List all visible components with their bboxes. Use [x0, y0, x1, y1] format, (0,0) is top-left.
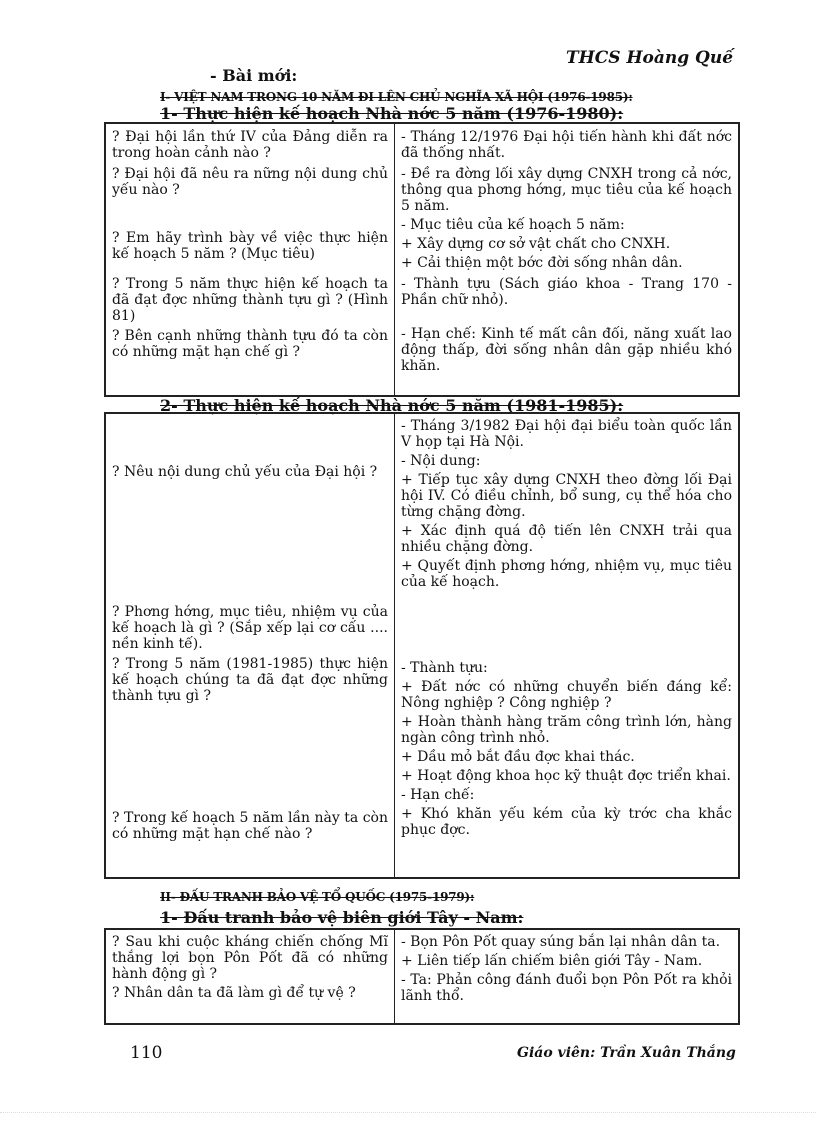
section2-title: 2- Thực hiện kế hoạch Nhà nớc 5 năm (1981-1985): [160, 396, 624, 415]
question: ? Trong kế hoạch 5 năm lần này ta còn có những mặt hạn chế nào ? [112, 810, 388, 842]
school-name: THCS Hoàng Quế [566, 48, 734, 68]
answer: + Liên tiếp lấn chiếm biên giới Tây - Nam. [401, 953, 703, 969]
question: ? Trong 5 năm (1981-1985) thực hiện kế hoạch chúng ta đã đạt đợc những thành tựu gì ? [112, 656, 388, 704]
question: ? Em hãy trình bày về việc thực hiện kế hoạch 5 năm ? (Mục tiêu) [112, 230, 388, 262]
answer: + Hoàn thành hàng trăm công trình lớn, hàng ngàn công trình nhỏ. [401, 714, 732, 746]
section1-title: 1- Thực hiện kế hoạch Nhà nớc 5 năm (1976-1980): [160, 104, 624, 123]
question: ? Nêu nội dung chủ yếu của Đại hội ? [112, 464, 378, 480]
question: ? Phơng hớng, mục tiêu, nhiệm vụ của kế hoạch là gì ? (Sắp xếp lại cơ cấu .... nền kinh tế). [112, 604, 388, 652]
question: ? Đại hội đã nêu ra nững nội dung chủ yếu nào ? [112, 166, 388, 198]
question-column [106, 414, 395, 877]
answer: - Mục tiêu của kế hoạch 5 năm: [401, 217, 625, 233]
answer: - Thành tựu (Sách giáo khoa - Trang 170 - Phần chữ nhỏ). [401, 276, 732, 308]
table-section3 [104, 928, 740, 1025]
question-column [106, 124, 395, 395]
question: ? Sau khi cuộc kháng chiến chống Mĩ thắng lợi bọn Pôn Pốt đã có những hành động gì ? [112, 934, 388, 982]
answer: + Dầu mỏ bắt đầu đợc khai thác. [401, 749, 635, 765]
page-number: 110 [130, 1043, 163, 1063]
table-section1 [104, 122, 740, 397]
answer-column [395, 124, 738, 395]
table-section2 [104, 412, 740, 879]
question: ? Bên cạnh những thành tựu đó ta còn có những mặt hạn chế gì ? [112, 328, 388, 360]
new-lesson-label: - Bài mới: [210, 66, 298, 85]
answer: - Bọn Pôn Pốt quay súng bắn lại nhân dân ta. [401, 934, 721, 950]
answer: - Đề ra đờng lối xây dựng CNXH trong cả nớc, thông qua phơng hớng, mục tiêu của kế hoạch 5 năm. [401, 166, 732, 214]
answer: + Khó khăn yếu kém của kỳ trớc cha khắc phục đợc. [401, 806, 732, 838]
answer: + Cải thiện một bớc đời sống nhân dân. [401, 255, 683, 271]
part2-title: II- ĐẤU TRANH BẢO VỆ TỔ QUỐC (1975-1979): [160, 890, 475, 904]
answer: - Thành tựu: [401, 660, 488, 676]
answer: + Đất nớc có những chuyển biến đáng kể: Nông nghiệp ? Công nghiệp ? [401, 679, 732, 711]
answer: - Hạn chế: Kinh tế mất cân đối, năng xuất lao động thấp, đời sống nhân dân gặp nhiều khó khăn. [401, 326, 732, 374]
answer-column [395, 414, 738, 877]
answer: - Tháng 3/1982 Đại hội đại biểu toàn quốc lần V họp tại Hà Nội. [401, 418, 732, 450]
answer: + Tiếp tục xây dựng CNXH theo đờng lối Đại hội IV. Có điều chỉnh, bổ sung, cụ thể hóa cho từng chặng đờng. [401, 472, 732, 520]
answer: - Nội dung: [401, 453, 481, 469]
answer: - Tháng 12/1976 Đại hội tiến hành khi đất nớc đã thống nhất. [401, 129, 732, 161]
section3-title: 1- Đấu tranh bảo vệ biên giới Tây - Nam: [160, 908, 524, 927]
question: ? Trong 5 năm thực hiện kế hoạch ta đã đạt đợc những thành tựu gì ? (Hình 81) [112, 276, 388, 324]
answer: + Xây dựng cơ sở vật chất cho CNXH. [401, 236, 671, 252]
teacher-name: Giáo viên: Trần Xuân Thắng [517, 1045, 736, 1061]
part1-title: I- VIỆT NAM TRONG 10 NĂM ĐI LÊN CHỦ NGHĨA XÃ HỘI (1976-1985): [160, 90, 633, 104]
answer: + Quyết định phơng hớng, nhiệm vụ, mục tiêu của kế hoạch. [401, 558, 732, 590]
question: ? Đại hội lần thứ IV của Đảng diễn ra trong hoàn cảnh nào ? [112, 129, 388, 161]
answer: - Ta: Phản công đánh đuổi bọn Pôn Pốt ra khỏi lãnh thổ. [401, 972, 732, 1004]
answer: + Hoạt động khoa học kỹ thuật đợc triển khai. [401, 768, 731, 784]
answer: + Xác định quá độ tiến lên CNXH trải qua nhiều chặng đờng. [401, 523, 732, 555]
answer: - Hạn chế: [401, 787, 475, 803]
question: ? Nhân dân ta đã làm gì để tự vệ ? [112, 985, 356, 1001]
page-bottom-divider [0, 1112, 816, 1113]
answer-column [395, 930, 738, 1023]
question-column [106, 930, 395, 1023]
